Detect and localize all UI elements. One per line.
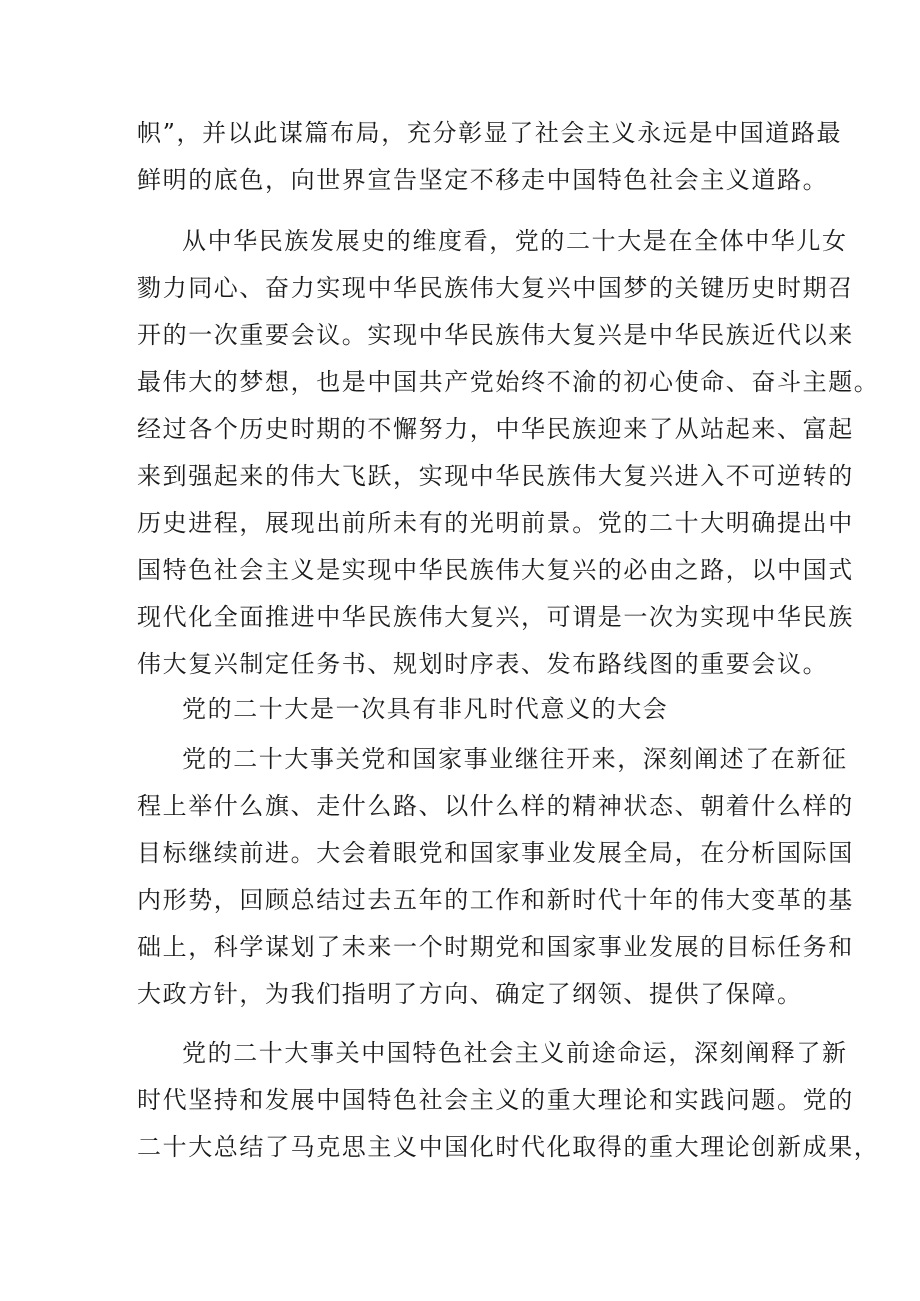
text-line: 程上举什么旗、走什么路、以什么样的精神状态、朝着什么样的 bbox=[137, 792, 854, 820]
text-line: 党的二十大事关党和国家事业继往开来，深刻阐述了在新征 bbox=[182, 745, 848, 773]
text-line: 内形势，回顾总结过去五年的工作和新时代十年的伟大变革的基 bbox=[137, 886, 854, 914]
text-line: 来到强起来的伟大飞跃，实现中华民族伟大复兴进入不可逆转的 bbox=[137, 462, 854, 490]
section-heading: 党的二十大是一次具有非凡时代意义的大会 bbox=[182, 695, 669, 723]
text-line: 勠力同心、奋力实现中华民族伟大复兴中国梦的关键历史时期召 bbox=[137, 274, 854, 302]
text-line: 党的二十大事关中国特色社会主义前途命运，深刻阐释了新 bbox=[182, 1039, 848, 1067]
text-line: 现代化全面推进中华民族伟大复兴，可谓是一次为实现中华民族 bbox=[137, 603, 854, 631]
text-line: 从中华民族发展史的维度看，党的二十大是在全体中华儿女 bbox=[182, 227, 848, 255]
text-line: 开的一次重要会议。实现中华民族伟大复兴是中华民族近代以来 bbox=[137, 321, 854, 349]
text-line: 鲜明的底色，向世界宣告坚定不移走中国特色社会主义道路。 bbox=[137, 166, 829, 194]
text-line: 时代坚持和发展中国特色社会主义的重大理论和实践问题。党的 bbox=[137, 1086, 854, 1114]
text-line: 目标继续前进。大会着眼党和国家事业发展全局，在分析国际国 bbox=[137, 839, 854, 867]
text-line: 最伟大的梦想，也是中国共产党始终不渝的初心使命、奋斗主题。 bbox=[137, 368, 880, 396]
text-line: 帜”，并以此谋篇布局，充分彰显了社会主义永远是中国道路最 bbox=[137, 119, 843, 147]
text-line: 国特色社会主义是实现中华民族伟大复兴的必由之路，以中国式 bbox=[137, 556, 854, 584]
text-line: 础上，科学谋划了未来一个时期党和国家事业发展的目标任务和 bbox=[137, 933, 854, 961]
text-line: 大政方针，为我们指明了方向、确定了纲领、提供了保障。 bbox=[137, 980, 803, 1008]
text-line: 经过各个历史时期的不懈努力，中华民族迎来了从站起来、富起 bbox=[137, 415, 854, 443]
text-line: 伟大复兴制定任务书、规划时序表、发布路线图的重要会议。 bbox=[137, 650, 829, 678]
text-line: 二十大总结了马克思主义中国化时代化取得的重大理论创新成果， bbox=[137, 1133, 880, 1161]
text-line: 历史进程，展现出前所未有的光明前景。党的二十大明确提出中 bbox=[137, 509, 854, 537]
